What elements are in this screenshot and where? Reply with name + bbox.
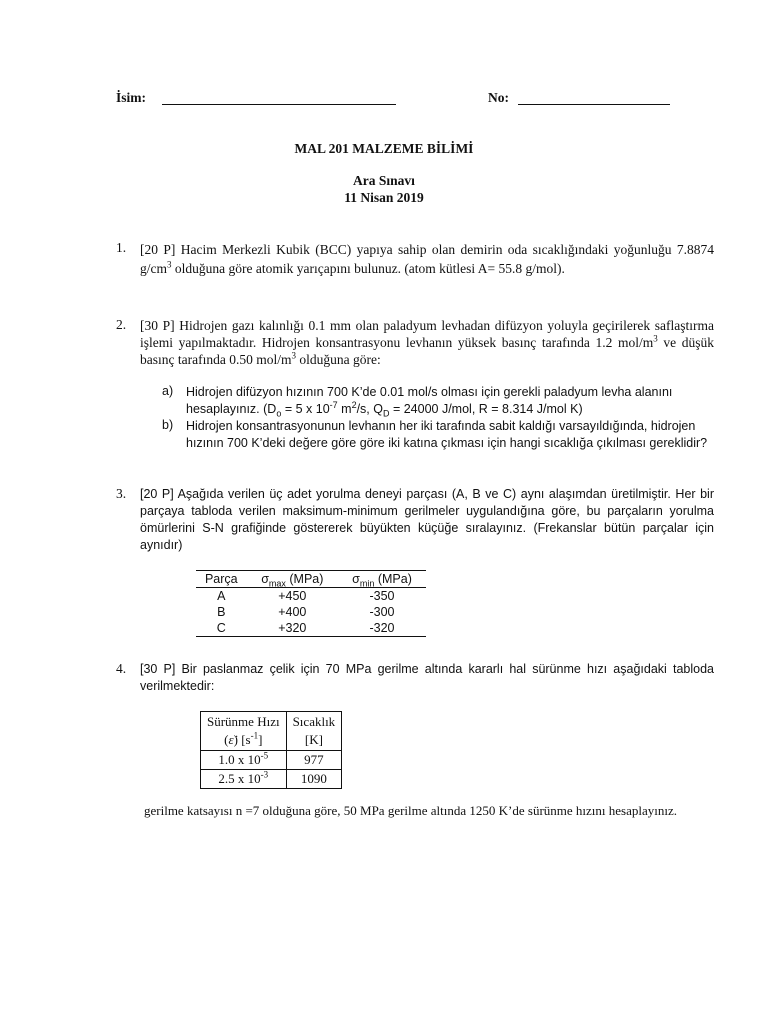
question-1-number: 1.: [116, 240, 127, 255]
max-stress-cell: +400: [278, 605, 307, 619]
fatigue-header-max: $\sigma_{max}$ (MPa): [247, 571, 338, 588]
part-cell: C: [196, 620, 247, 637]
table-row: [196, 588, 426, 605]
max-stress-cell: +320: [247, 620, 338, 637]
number-label: No:: [488, 90, 509, 105]
question-2a-text: Hidrojen difüzyon hızının 700 K’de 0.01 mol/s olması için gerekli paladyum levha alanını hesaplayınız. ($D_o = 5$ x $10^{-7}$ $m^2/s$, $Q_D = 24000$ J/mol, R = 8.314 J/mol K): [186, 385, 673, 419]
creep-header-rate: Sürünme Hızı (ε̇) $[s^{-1}]$: [201, 712, 287, 751]
fatigue-table: [196, 570, 426, 637]
fatigue-header-part: Parça: [196, 571, 247, 588]
question-3-number: 3.: [116, 486, 127, 501]
table-row: [201, 770, 342, 789]
min-stress-cell: -300: [369, 605, 395, 619]
temp-cell: 977: [286, 751, 342, 770]
exam-date: 11 Nisan 2019: [344, 190, 424, 205]
question-2-number: 2.: [116, 317, 127, 332]
number-blank-line: [518, 104, 670, 105]
question-4-number: 4.: [116, 661, 127, 676]
rate-cell: 2.5 x $10^{-3}$: [201, 770, 287, 789]
max-stress-cell: +450: [278, 589, 307, 603]
rate-cell: 1.0 x $10^{-5}$: [201, 751, 287, 770]
creep-header-temp: Sıcaklık [K]: [286, 712, 342, 751]
name-label: İsim:: [116, 90, 146, 105]
question-3-text: [20 P] Aşağıda verilen üç adet yorulma deneyi parçası (A, B ve C) aynı alaşımdan üretilmiştir. Her bir parçaya tabloda verilen maksimum-minimum gerilmeler uygulandığına göre, bu parçaların yorulma ömürlerini S-N grafiğinde göstererek büyükten küçüğe sıralayınız. (Frekanslar bütün parçalar için aynıdır): [140, 487, 714, 552]
name-blank-line: [162, 104, 396, 105]
min-stress-cell: -320: [338, 620, 426, 637]
course-title: MAL 201 MALZEME BİLİMİ: [294, 141, 474, 156]
part-cell: A: [217, 589, 226, 603]
question-2a-label: a): [162, 384, 174, 398]
question-2b-label: b): [162, 418, 174, 432]
table-row: [196, 604, 426, 620]
question-2-text: [30 P] Hidrojen gazı kalınlığı 0.1 mm olan paladyum levhadan difüzyon yoluyla geçirilerek saflaştırma işlemi yapılmaktadır. Hidrojen konsantrasyonu levhanın yüksek basınç tarafında 1.2 mol/$m^3$ ve düşük basınç tarafında 0.50 mol/$m^3$ olduğuna göre:: [140, 318, 714, 367]
question-4-followup: gerilme katsayısı n =7 olduğuna göre, 50 MPa gerilme altında 1250 K’de sürünme hızını hesaplayınız.: [144, 803, 677, 818]
table-row: [196, 620, 426, 637]
creep-table: [200, 711, 342, 789]
min-stress-cell: -350: [369, 589, 395, 603]
question-4-text: [30 P] Bir paslanmaz çelik için 70 MPa gerilme altında kararlı hal sürünme hızı aşağıdaki tabloda verilmektedir:: [140, 662, 714, 693]
fatigue-header-min: $\sigma_{min}$ (MPa): [338, 571, 426, 588]
temp-cell: 1090: [286, 770, 342, 789]
table-row: [201, 751, 342, 770]
part-cell: B: [217, 605, 226, 619]
exam-title: Ara Sınavı: [353, 173, 415, 188]
question-1-text: [20 P] Hacim Merkezli Kubik (BCC) yapıya sahip olan demirin oda sıcaklığındaki yoğunluğu 7.8874 $g/cm^3$ olduğuna göre atomik yarıçapını bulunuz. (atom kütlesi A= 55.8 g/mol).: [140, 242, 714, 276]
question-2b-text: Hidrojen konsantrasyonunun levhanın her iki tarafında sabit kaldığı varsayıldığında, hidrojen hızının 700 K’deki değere göre göre iki katına çıkması için hangi sıcaklığa çıkılması gereklidir?: [186, 419, 708, 450]
